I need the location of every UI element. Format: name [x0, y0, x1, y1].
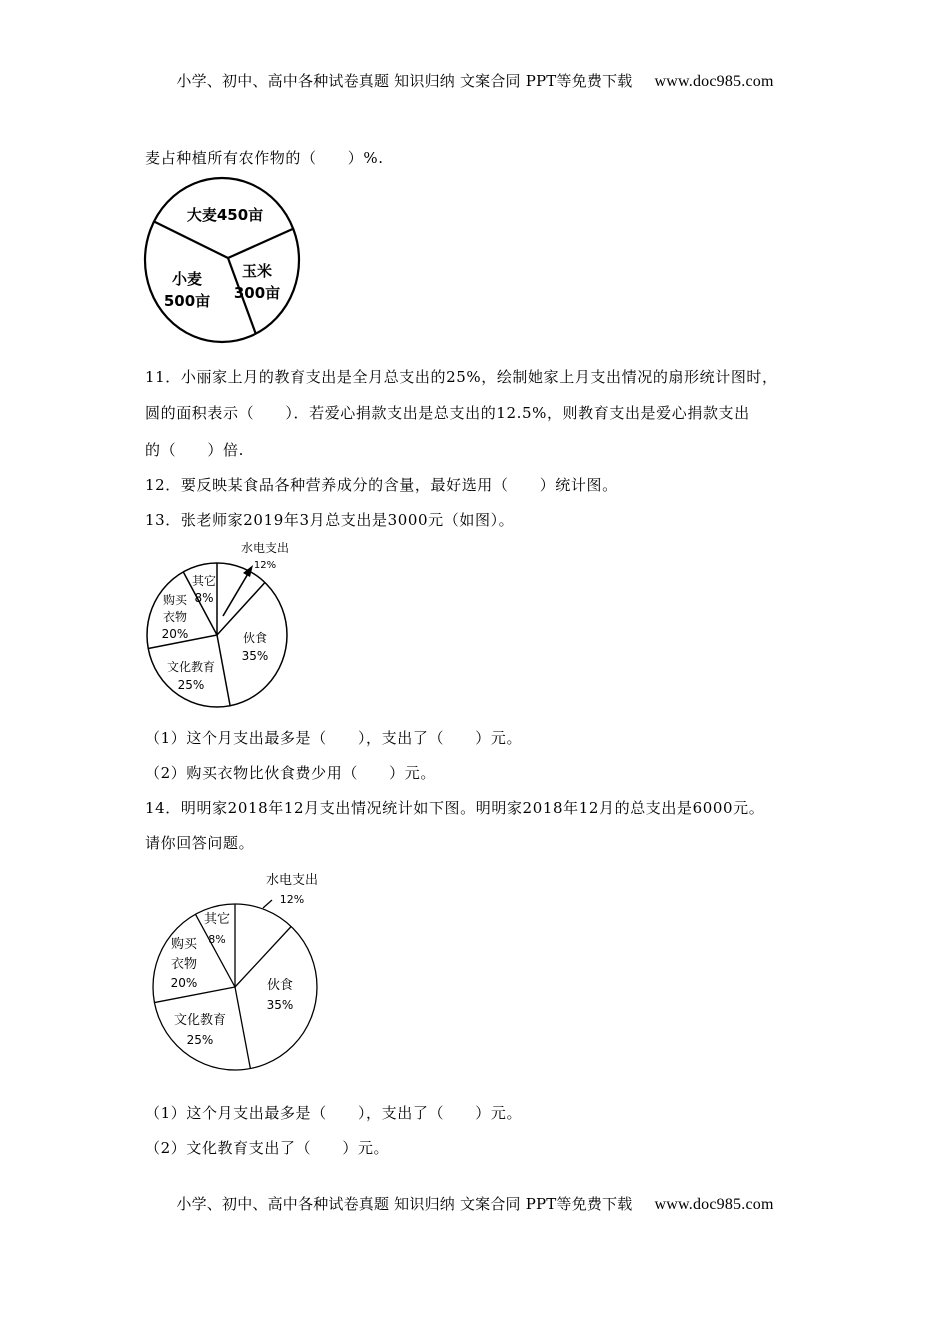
q13-sub-2: （2）购买衣物比伙食费少用（ ）元。: [145, 764, 436, 782]
label-2-5: 25%: [186, 1033, 214, 1047]
slice-boundary-1: [217, 583, 265, 635]
label-0-0: 水电支出: [240, 541, 290, 555]
footer-text: 小学、初中、高中各种试卷真题 知识归纳 文案合同 PPT等免费下载: [176, 1195, 633, 1213]
leader-line: [263, 900, 272, 908]
label-0-0: 水电支出: [265, 873, 319, 888]
label-1-2: 伙食: [242, 631, 268, 645]
slice-boundary-0: [154, 222, 228, 258]
label-4-10: 8%: [208, 933, 226, 946]
q11-line-c: 的（ ）倍.: [145, 441, 244, 459]
q11-line-b: 圆的面积表示（ ）．若爱心捐款支出是总支出的12.5%，则教育支出是爱心捐款支出: [145, 404, 750, 422]
q14-line-a: 14．明明家2018年12月支出情况统计如下图。明明家2018年12月的总支出是6000元。: [145, 799, 765, 817]
label-2-4: 文化教育: [166, 660, 216, 674]
slice-boundary-2: [235, 987, 250, 1069]
header-url[interactable]: www.doc985.com: [654, 73, 774, 90]
label-0-1: 12%: [279, 893, 305, 906]
footer-url[interactable]: www.doc985.com: [654, 1196, 774, 1213]
page-footer: [0, 1193, 950, 1214]
q10-tail: 麦占种植所有农作物的（ ）%.: [145, 149, 384, 167]
label-3-6: 购买: [170, 937, 198, 952]
label-4-10: 8%: [194, 591, 214, 605]
label-4-9: 其它: [191, 574, 217, 588]
label-1-2: 伙食: [266, 978, 294, 993]
expense-pie-chart-2018: [150, 868, 330, 1073]
crop-pie-chart: [145, 178, 305, 343]
pointer-arrow-head: [243, 565, 253, 577]
label-0-1: 12%: [253, 560, 277, 571]
corn-label: 玉米: [241, 262, 273, 280]
pie-outline: [145, 178, 299, 342]
slice-boundary-1: [228, 229, 293, 258]
wheat-value: 500亩: [163, 292, 211, 310]
slice-boundary-2: [217, 635, 230, 706]
wheat-label: 小麦: [171, 270, 203, 288]
q14-sub-1: （1）这个月支出最多是（ ），支出了（ ）元。: [145, 1104, 523, 1122]
q14-sub-2: （2）文化教育支出了（ ）元。: [145, 1139, 390, 1157]
barley-label: 大麦450亩: [186, 206, 264, 224]
pointer-arrow-line: [223, 572, 249, 616]
label-2-5: 25%: [177, 678, 205, 692]
expense-pie-chart-2019: [145, 538, 295, 708]
label-1-3: 35%: [266, 998, 294, 1012]
corn-value: 300亩: [233, 284, 281, 302]
q14-line-b: 请你回答问题。: [145, 834, 255, 852]
header-text: 小学、初中、高中各种试卷真题 知识归纳 文案合同 PPT等免费下载: [176, 72, 633, 90]
label-3-6: 购买: [162, 593, 188, 607]
label-3-8: 20%: [170, 976, 198, 990]
label-3-7: 衣物: [170, 957, 198, 972]
q12-line: 12．要反映某食品各种营养成分的含量，最好选用（ ）统计图。: [145, 476, 618, 494]
q11-line-a: 11．小丽家上月的教育支出是全月总支出的25%，绘制她家上月支出情况的扇形统计图时，: [145, 368, 778, 386]
label-3-8: 20%: [161, 627, 189, 641]
page-header: [0, 70, 950, 91]
label-2-4: 文化教育: [173, 1013, 227, 1028]
q13-sub-1: （1）这个月支出最多是（ ），支出了（ ）元。: [145, 729, 523, 747]
label-1-3: 35%: [241, 649, 269, 663]
label-3-7: 衣物: [162, 610, 188, 624]
q13-line: 13．张老师家2019年3月总支出是3000元（如图）。: [145, 511, 515, 529]
label-4-9: 其它: [203, 912, 231, 927]
